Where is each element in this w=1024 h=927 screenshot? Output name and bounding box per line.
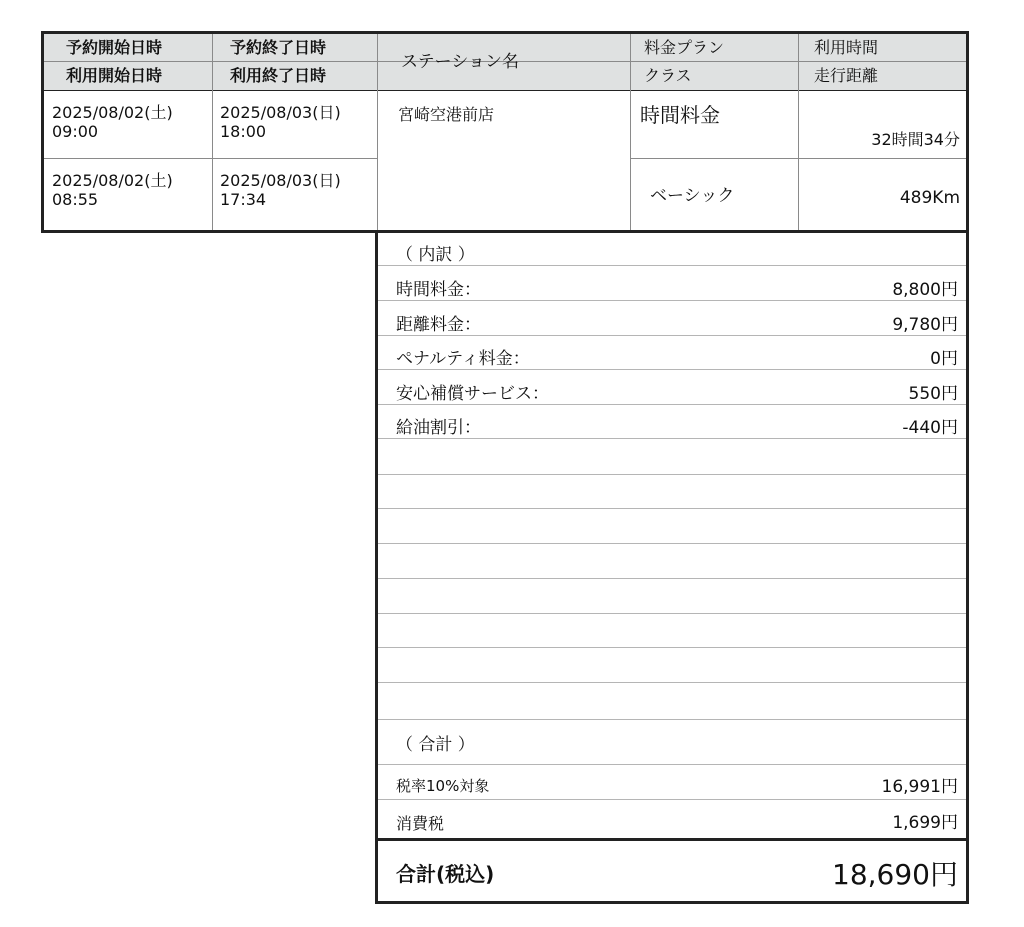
use-start-date: 2025/08/02(土): [52, 171, 173, 190]
use-end-date: 2025/08/03(日): [220, 171, 341, 190]
header-reserve-end: 予約終了日時: [230, 38, 327, 57]
rule: [378, 335, 966, 336]
use-start-time: 08:55: [52, 190, 99, 209]
header-usage-time: 利用時間: [814, 38, 879, 57]
reserve-start-date: 2025/08/02(土): [52, 103, 173, 122]
rule: [378, 647, 966, 648]
rule: [378, 508, 966, 509]
rule: [378, 265, 966, 266]
taxable-amount: 16,991円: [881, 777, 958, 797]
header-plan: 料金プラン: [644, 38, 725, 57]
reserve-end-time: 18:00: [220, 122, 267, 141]
header-split-left: [44, 61, 630, 62]
station-name: 宮崎空港前店: [398, 105, 495, 124]
col-split-1: [212, 34, 213, 230]
rule: [378, 682, 966, 683]
plan-value: 時間料金: [640, 103, 720, 127]
breakdown-item-label: 安心補償サービス：: [396, 384, 549, 404]
rule: [378, 613, 966, 614]
tax-amount: 1,699円: [892, 813, 958, 833]
breakdown-item-label: 時間料金：: [396, 280, 481, 300]
rule: [378, 543, 966, 544]
breakdown-item-amount: 8,800円: [892, 280, 958, 300]
header-bottom-rule: [44, 90, 966, 91]
breakdown-item-label: ペナルティ料金：: [396, 349, 530, 369]
col-split-2: [377, 34, 378, 230]
col-split-4: [798, 34, 799, 230]
rule: [378, 799, 966, 800]
usage-table: [41, 31, 969, 233]
col-split-3: [630, 34, 631, 230]
rule: [378, 474, 966, 475]
total-rule: [375, 838, 969, 841]
reserve-start-time: 09:00: [52, 122, 99, 141]
header-reserve-start: 予約開始日時: [66, 38, 163, 57]
breakdown-item-amount: 550円: [908, 384, 958, 404]
breakdown-section-label: （ 内訳 ）: [396, 245, 475, 265]
breakdown-item-amount: -440円: [902, 418, 958, 438]
use-end-time: 17:34: [220, 190, 267, 209]
header-station: ステーション名: [401, 52, 519, 72]
header-class: クラス: [644, 66, 692, 85]
total-label: 合計(税込): [396, 862, 495, 886]
breakdown-item-amount: 0円: [930, 349, 958, 369]
rule: [378, 764, 966, 765]
header-distance: 走行距離: [814, 66, 879, 85]
breakdown-item-label: 給油割引：: [396, 418, 481, 438]
rule: [378, 719, 966, 720]
row-split-left: [44, 158, 378, 159]
breakdown-item-amount: 9,780円: [892, 315, 958, 335]
rule: [378, 369, 966, 370]
rule: [378, 438, 966, 439]
rule: [378, 404, 966, 405]
breakdown-item-label: 距離料金：: [396, 315, 481, 335]
rule: [378, 300, 966, 301]
rule: [378, 578, 966, 579]
header-use-end: 利用終了日時: [230, 66, 327, 85]
usage-time-value: 32時間34分: [871, 130, 960, 149]
header-use-start: 利用開始日時: [66, 66, 163, 85]
class-value: ベーシック: [650, 186, 735, 206]
taxable-label: 税率10%対象: [396, 777, 490, 795]
summary-section-label: （ 合計 ）: [396, 735, 475, 755]
reserve-end-date: 2025/08/03(日): [220, 103, 341, 122]
tax-label: 消費税: [396, 814, 445, 833]
distance-value: 489Km: [899, 188, 960, 208]
total-amount: 18,690円: [832, 858, 958, 891]
